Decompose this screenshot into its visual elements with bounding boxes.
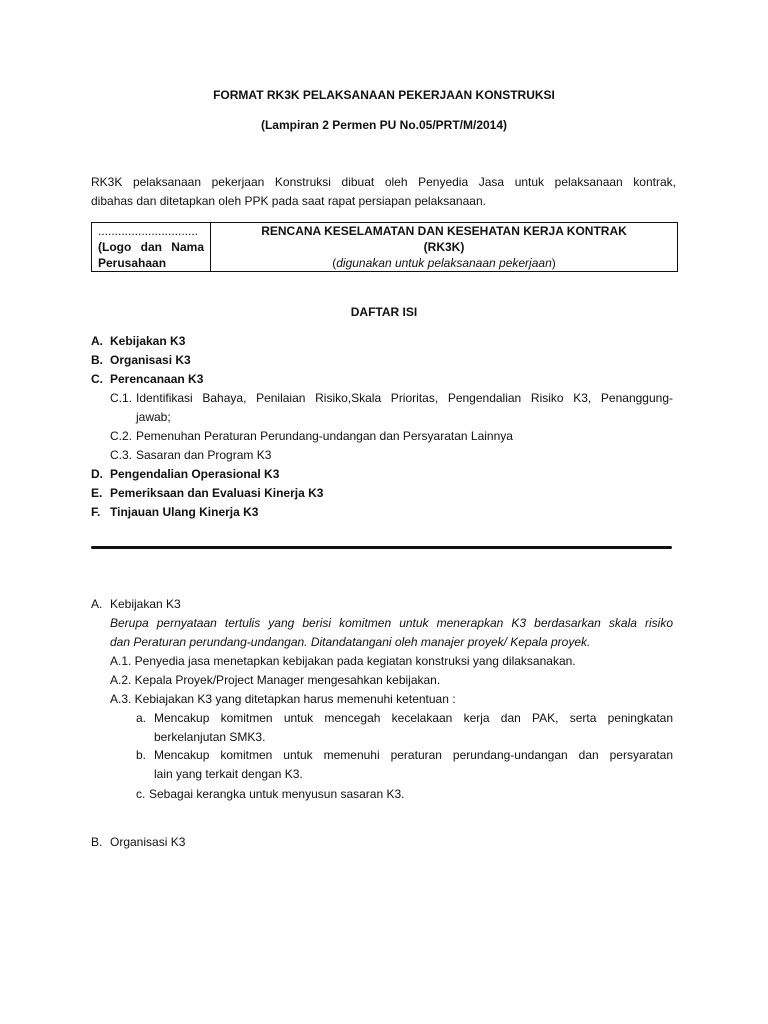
intro-line-1: RK3K pelaksanaan pekerjaan Konstruksi dibuat oleh Penyedia Jasa untuk pelaksanaan kontrak, — [91, 175, 676, 189]
plan-title: RENCANA KESELAMATAN DAN KESEHATAN KERJA KONTRAK — [261, 224, 627, 238]
plan-note: (digunakan untuk pelaksanaan pekerjaan) — [332, 256, 556, 270]
toc-subitem-c3: C.3. Sasaran dan Program K3 — [110, 448, 272, 462]
document-subtitle: (Lampiran 2 Permen PU No.05/PRT/M/2014) — [260, 118, 508, 132]
logo-label-line-1: (Logo dan Nama — [98, 240, 204, 254]
toc-item-b: B. Organisasi K3 — [91, 353, 191, 367]
header-table — [91, 222, 678, 272]
toc-subitem-c1-cont: jawab; — [136, 410, 171, 424]
section-a-desc-line-1: Berupa pernyataan tertulis yang berisi komitmen untuk menerapkan K3 berdasarkan skala risiko — [110, 616, 673, 630]
section-a-item-3: A.3. Kebiajakan K3 yang ditetapkan harus memenuhi ketentuan : — [110, 692, 456, 706]
plan-abbr: (RK3K) — [423, 240, 465, 254]
section-a-sub-a: a. Mencakup komitmen untuk mencegah kecelakaan kerja dan PAK, serta peningkatan — [136, 711, 673, 725]
section-b-heading: B. Organisasi K3 — [91, 835, 186, 849]
section-a-sub-b-cont: lain yang terkait dengan K3. — [154, 767, 303, 781]
section-a-sub-a-cont: berkelanjutan SMK3. — [154, 730, 266, 744]
section-a-sub-b: b. Mencakup komitmen untuk memenuhi peraturan perundang-undangan dan persyaratan — [136, 748, 673, 762]
logo-cell — [92, 223, 211, 272]
toc-subitem-c2: C.2. Pemenuhan Peraturan Perundang-undangan dan Persyaratan Lainnya — [110, 429, 513, 443]
intro-line-2: dibahas dan ditetapkan oleh PPK pada saat rapat persiapan pelaksanaan. — [91, 194, 486, 208]
toc-subitem-c1: C.1. Identifikasi Bahaya, Penilaian Risiko,Skala Prioritas, Pengendalian Risiko K3, Penanggung- — [110, 391, 673, 405]
toc-item-a: A. Kebijakan K3 — [91, 334, 186, 348]
toc-item-d: D. Pengendalian Operasional K3 — [91, 467, 280, 481]
toc-item-e: E. Pemeriksaan dan Evaluasi Kinerja K3 — [91, 486, 324, 500]
document-title: FORMAT RK3K PELAKSANAAN PEKERJAAN KONSTRUKSI — [213, 88, 555, 102]
section-a-sub-c: c. Sebagai kerangka untuk menyusun sasaran K3. — [136, 787, 405, 801]
section-a-item-1: A.1. Penyedia jasa menetapkan kebijakan pada kegiatan konstruksi yang dilaksanakan. — [110, 654, 576, 668]
section-a-desc-line-2: dan Peraturan perundang-undangan. Ditandatangani oleh manajer proyek/ Kepala proyek. — [110, 635, 591, 649]
title-cell — [211, 223, 678, 272]
section-divider — [91, 546, 672, 549]
toc-item-c: C. Perencanaan K3 — [91, 372, 204, 386]
toc-heading: DAFTAR ISI — [350, 305, 418, 319]
toc-item-f: F. Tinjauan Ulang Kinerja K3 — [91, 505, 259, 519]
section-a-item-2: A.2. Kepala Proyek/Project Manager mengesahkan kebijakan. — [110, 673, 441, 687]
logo-label-line-2: Perusahaan — [98, 256, 167, 270]
logo-placeholder-dots: .............................. — [98, 224, 199, 238]
section-a-heading: A. Kebijakan K3 — [91, 597, 181, 611]
